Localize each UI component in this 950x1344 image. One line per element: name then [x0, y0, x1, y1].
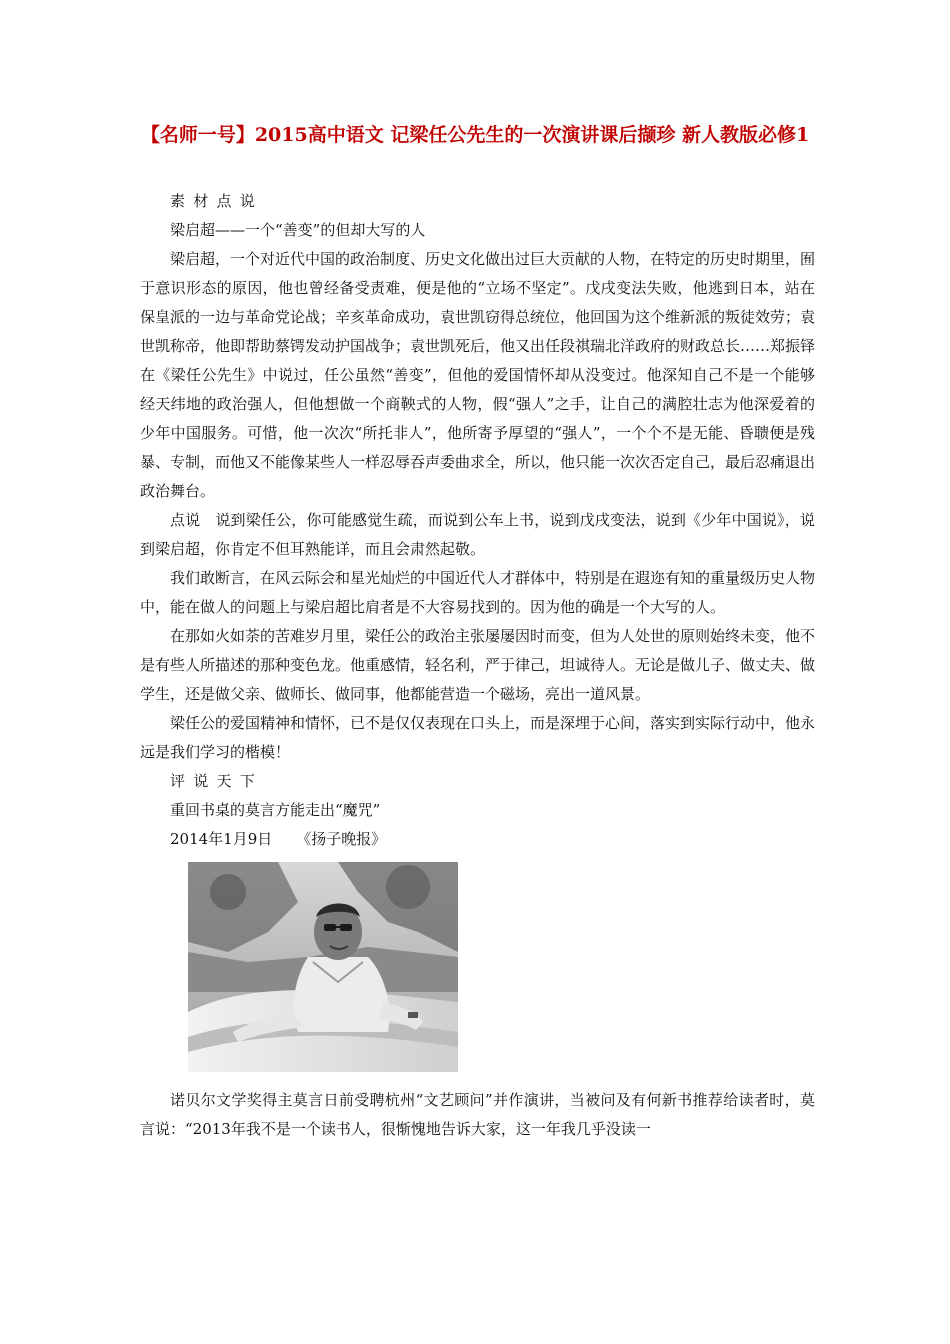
article-title: 重回书桌的莫言方能走出“魔咒” — [170, 801, 381, 819]
paragraph-patriotism: 梁任公的爱国精神和情怀，已不是仅仅表现在口头上，而是深埋于心间，落实到实际行动中，他永远是我们学习的楷模！ — [140, 714, 816, 761]
paragraph-mo-yan: 诺贝尔文学奖得主莫言日前受聘杭州“文艺顾问”并作演讲，当被问及有何新书推荐给读者时，莫言说：“2013年我不是一个读书人，很惭愧地告诉大家，这一年我几乎没读一 — [140, 1091, 815, 1138]
section-heading-commentary: 评说天下 — [170, 772, 264, 790]
paragraph-character: 在那如火如荼的苦难岁月里，梁任公的政治主张屡屡因时而变，但为人处世的原则始终未变，他不是有些人所描述的那种变色龙。他重感情，轻名利，严于律己，坦诚待人。无论是做儿子、做丈夫、做学生，还是做父亲、做师长、做同事，他都能营造一个磁场，亮出一道风景。 — [140, 627, 816, 703]
document-body — [140, 187, 815, 1144]
article-source: 《扬子晚报》 — [296, 830, 387, 848]
comment-text: 说到梁任公，你可能感觉生疏，而说到公车上书，说到戊戌变法，说到《少年中国说》，说到梁启超，你肯定不但耳熟能详，而且会肃然起敬。 — [140, 511, 815, 558]
section-subtitle-liang: 梁启超——一个“善变”的但却大写的人 — [170, 221, 426, 239]
portrait-photo — [188, 862, 458, 1072]
paragraph-assertion: 我们敢断言，在风云际会和星光灿烂的中国近代人才群体中，特别是在遐迩有知的重量级历史人物中，能在做人的问题上与梁启超比肩者是不大容易找到的。因为他的确是一个大写的人。 — [140, 569, 816, 616]
comment-label: 点说 — [170, 511, 201, 529]
paragraph-comment — [140, 506, 815, 564]
section-heading-material: 素材点说 — [170, 192, 264, 210]
portrait-image — [188, 862, 458, 1072]
article-dateline — [140, 825, 815, 854]
article-date: 2014年1月9日 — [170, 830, 273, 848]
document-title: 【名师一号】2015高中语文 记梁任公先生的一次演讲课后撷珍 新人教版必修1 — [140, 124, 810, 146]
paragraph-liang-bio: 梁启超，一个对近代中国的政治制度、历史文化做出过巨大贡献的人物，在特定的历史时期里，囿于意识形态的原因，他也曾经备受责难，便是他的“立场不坚定”。戊戌变法失败，他逃到日本，站在保皇派的一边与革命党论战；辛亥革命成功，袁世凯窃得总统位，他回国为这个维新派的叛徒效劳；袁世凯称帝，他即帮助蔡锷发动护国战争；袁世凯死后，他又出任段祺瑞北洋政府的财政总长……郑振铎在《梁任公先生》中说过，任公虽然“善变”，但他的爱国情怀却从没变过。他深知自己不是一个能够经天纬地的政治强人，但他想做一个商鞅式的人物，假“强人”之手，让自己的满腔壮志为他深爱着的少年中国服务。可惜，他一次次“所托非人”，他所寄予厚望的“强人”，一个个不是无能、昏聩便是残暴、专制，而他又不能像某些人一样忍辱吞声委曲求全，所以，他只能一次次否定自己，最后忍痛退出政治舞台。 — [140, 250, 816, 500]
